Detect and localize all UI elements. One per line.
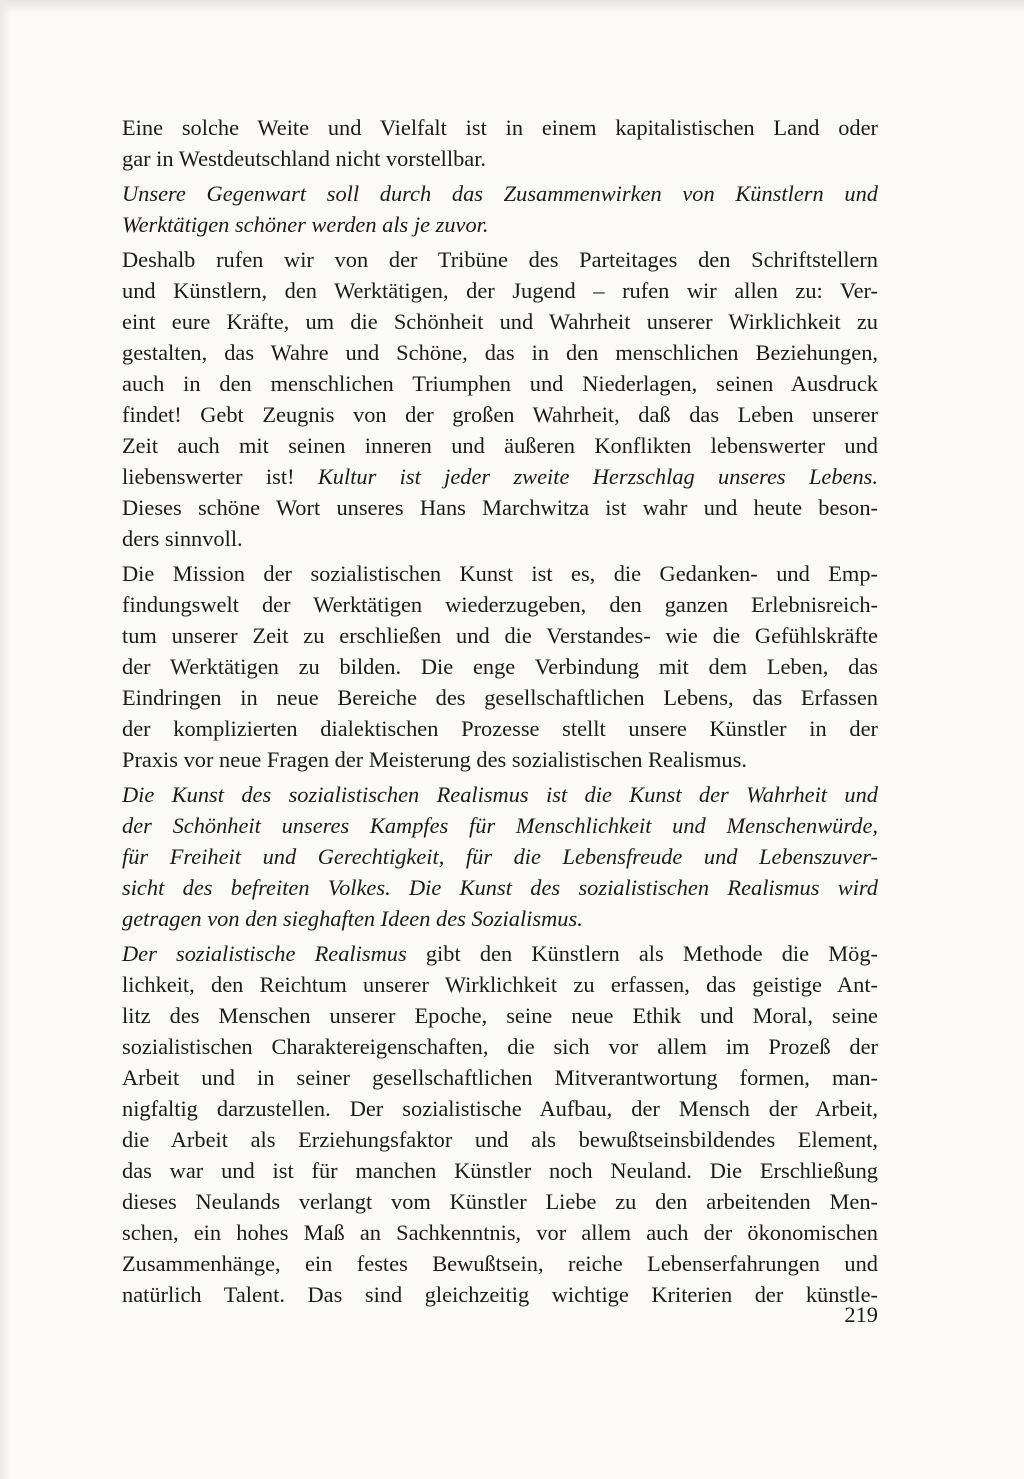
text-line: Unsere Gegenwart soll durch das Zusammenwirken von Künstlern und: [122, 181, 878, 206]
text-line: litz des Menschen unserer Epoche, seine neue Ethik und Moral, seine: [122, 1003, 878, 1028]
text-line: die Arbeit als Erziehungsfaktor und als bewußtseinsbildendes Element,: [122, 1127, 878, 1152]
text-line: schen, ein hohes Maß an Sachkenntnis, vor allem auch der ökonomischen: [122, 1220, 878, 1245]
text-line: lichkeit, den Reichtum unserer Wirklichkeit zu erfassen, das geistige Ant-: [122, 972, 878, 997]
text-line: Werktätigen schöner werden als je zuvor.: [122, 212, 489, 237]
text-line: Die Mission der sozialistischen Kunst ist es, die Gedanken- und Emp-: [122, 561, 878, 586]
text-line: Zusammenhänge, ein festes Bewußtsein, reiche Lebenserfahrungen und: [122, 1251, 878, 1276]
text-line: nigfaltig darzustellen. Der sozialistische Aufbau, der Mensch der Arbeit,: [122, 1096, 878, 1121]
text-line: dieses Neulands verlangt vom Künstler Liebe zu den arbeitenden Men-: [122, 1189, 878, 1214]
text-line: ders sinnvoll.: [122, 526, 243, 551]
text-run: gibt den Künstlern als Methode die Mög-: [406, 941, 878, 966]
text-line: Eine solche Weite und Vielfalt ist in einem kapitalistischen Land oder: [122, 115, 878, 140]
text-line: Dieses schöne Wort unseres Hans Marchwitza ist wahr und heute beson-: [122, 495, 878, 520]
text-line: findungswelt der Werktätigen wiederzugeben, den ganzen Erlebnisreich-: [122, 592, 878, 617]
text-line: Eindringen in neue Bereiche des gesellschaftlichen Lebens, das Erfassen: [122, 685, 878, 710]
text-line: für Freiheit und Gerechtigkeit, für die Lebensfreude und Lebenszuver-: [122, 844, 878, 869]
body-text: [122, 112, 878, 1314]
text-line: [122, 938, 878, 969]
text-line: Praxis vor neue Fragen der Meisterung des sozialistischen Realismus.: [122, 747, 747, 772]
text-line: tum unserer Zeit zu erschließen und die Verstandes- wie die Gefühlskräfte: [122, 623, 878, 648]
text-line: der Werktätigen zu bilden. Die enge Verbindung mit dem Leben, das: [122, 654, 878, 679]
text-line: Zeit auch mit seinen inneren und äußeren Konflikten lebenswerter und: [122, 433, 878, 458]
text-line: sozialistischen Charaktereigenschaften, die sich vor allem im Prozeß der: [122, 1034, 878, 1059]
text-line: der komplizierten dialektischen Prozesse stellt unsere Künstler in der: [122, 716, 878, 741]
scan-shadow-left: [0, 0, 10, 1479]
emphasis-run: Der sozialistische Realismus: [122, 941, 407, 966]
scan-shadow-top: [0, 0, 1024, 14]
text-line: findet! Gebt Zeugnis von der großen Wahrheit, daß das Leben unserer: [122, 402, 878, 427]
paragraph: [122, 112, 878, 174]
text-run: liebenswerter ist!: [122, 464, 318, 489]
page-number: 219: [844, 1302, 878, 1327]
text-line: eint eure Kräfte, um die Schönheit und Wahrheit unserer Wirklichkeit zu: [122, 309, 878, 334]
paragraph: [122, 938, 878, 1310]
text-line: und Künstlern, den Werktätigen, der Jugend – rufen wir allen zu: Ver-: [122, 278, 878, 303]
text-line: Arbeit und in seiner gesellschaftlichen Mitverantwortung formen, man-: [122, 1065, 878, 1090]
emphasis-run: Kultur ist jeder zweite Herzschlag unseres Lebens.: [317, 464, 878, 489]
text-line: Deshalb rufen wir von der Tribüne des Parteitages den Schriftstellern: [122, 247, 878, 272]
text-line: gar in Westdeutschland nicht vorstellbar.: [122, 146, 487, 171]
paragraph: [122, 244, 878, 554]
text-line: das war und ist für manchen Künstler noch Neuland. Die Erschließung: [122, 1158, 878, 1183]
text-line: der Schönheit unseres Kampfes für Menschlichkeit und Menschenwürde,: [122, 813, 878, 838]
text-line: auch in den menschlichen Triumphen und Niederlagen, seinen Ausdruck: [122, 371, 878, 396]
paragraph: [122, 779, 878, 934]
text-line: Die Kunst des sozialistischen Realismus ist die Kunst der Wahrheit und: [122, 782, 878, 807]
text-line: getragen von den sieghaften Ideen des Sozialismus.: [122, 906, 583, 931]
paragraph: [122, 558, 878, 775]
paragraph: [122, 178, 878, 240]
text-line: gestalten, das Wahre und Schöne, das in den menschlichen Beziehungen,: [122, 340, 878, 365]
text-line: natürlich Talent. Das sind gleichzeitig wichtige Kriterien der künstle-: [122, 1282, 878, 1307]
text-line: sicht des befreiten Volkes. Die Kunst des sozialistischen Realismus wird: [122, 875, 878, 900]
text-line: [122, 461, 878, 492]
